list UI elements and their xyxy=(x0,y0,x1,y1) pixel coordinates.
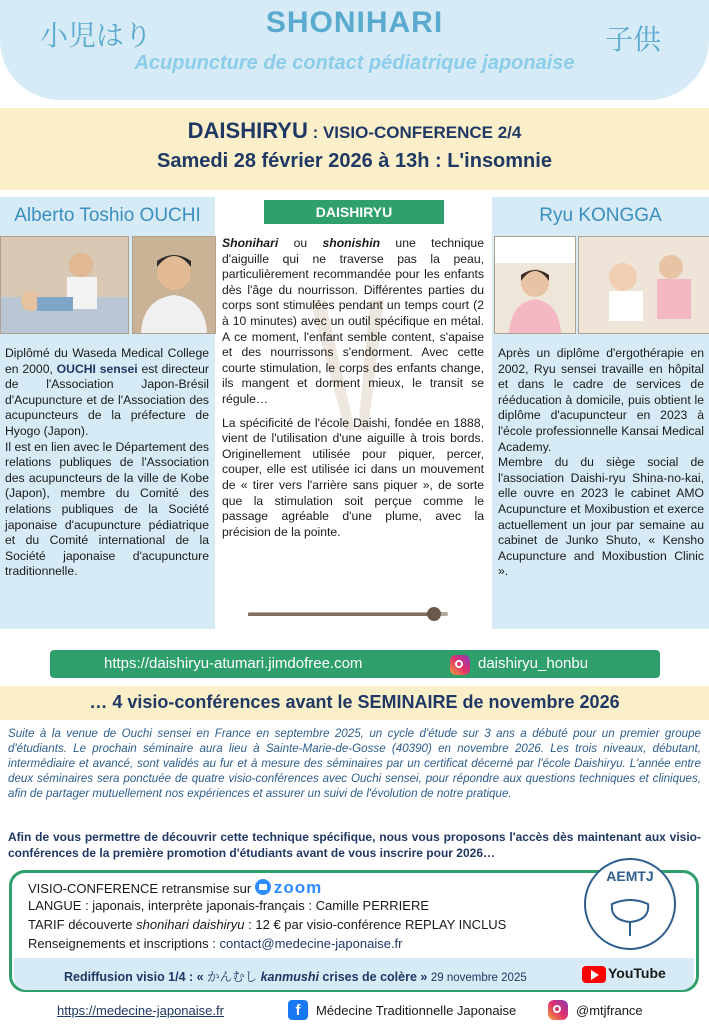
visio-line: VISIO-CONFERENCE retransmise sur zoom xyxy=(28,878,323,897)
left-bio: Diplômé du Waseda Medical College en 2000, OUCHI sensei est directeur de l'Association Japon-Brésil d'Acupuncture et de l'Association des acupuncteurs de la préfecture de Hyogo (Japon). Il est en lien avec le Département des relations publiques de l'Association des acupuncteurs de la ville de Kobe (Japon), membre du Comité des relations publiques de la Société japonaise d'acupuncture pédiatrique et du Comité international de la Société japonaise d'acupuncture traditionnelle. xyxy=(5,346,209,579)
contact-line: Renseignements et inscriptions : contact@medecine-japonaise.fr xyxy=(28,936,403,951)
zoom-logo: zoom xyxy=(273,878,323,897)
right-bio: Après un diplôme d'ergothérapie en 2002, Ryu sensei travaille en hôpital et dans le cadre de services de rééducation à domicile, puis obtient le diplôme d'acupuncteur en 2023 à l'école professionnelle Kansai Medical Academy. Membre du du siège social de l'association Daishi-ryu Shina-no-kai, elle ouvre en 2023 le cabinet AMO Acupuncture et Moxibustion et exerce actuellement un jour par semaine au cabinet de Junko Shuto, « Kensho Acupuncture and Moxibustion Clinic ». xyxy=(498,346,704,579)
instagram-handle-link[interactable]: daishiryu_honbu xyxy=(478,655,589,672)
page-subtitle: Acupuncture de contact pédiatrique japonaise xyxy=(134,52,575,74)
zoom-camera-icon xyxy=(255,879,271,895)
youtube-label[interactable]: YouTube xyxy=(608,965,666,981)
event-date: Samedi 28 février 2026 à 13h : L'insomnie xyxy=(157,150,552,172)
instagram-icon xyxy=(450,655,470,675)
header-kanji-left: 小児はり xyxy=(40,19,153,52)
series-intro: Suite à la venue de Ouchi sensei en France en septembre 2025, un cycle d'étude sur 3 ans a débuté pour un premier groupe d'étudiants. Le prochain séminaire aura lieu à Sainte-Marie-de-Gosse (40390) en novembre 2026. Les trois niveaux, débutant, intermédiaire et avancé, sont validés au fur et à mesure des séminaires par un certificat décerné par l'école Daishiryu. L'année entre deux séminaires sera ponctuée de quatre visio-conférences avec Ouchi sensei, pour répondre aux questions techniques et cliniques, afin de partager mutuellement nos expériences et assurer un suivi de l'évolution de notre pratique. xyxy=(8,727,701,800)
center-description xyxy=(222,236,484,548)
event-brand: DAISHIRYU xyxy=(187,118,308,143)
footer-facebook-link[interactable]: Médecine Traditionnelle Japonaise xyxy=(316,1003,517,1018)
right-photo-child xyxy=(578,236,709,334)
footer-instagram-icon xyxy=(548,1000,568,1020)
left-photo-treatment xyxy=(0,236,129,334)
right-photo-portrait xyxy=(494,236,576,334)
child-photo-illustration xyxy=(579,237,709,333)
center-label-pill: DAISHIRYU xyxy=(264,200,444,224)
left-photo-portrait xyxy=(132,236,216,334)
footer-instagram-link[interactable]: @mtjfrance xyxy=(576,1003,643,1018)
website-link[interactable]: https://daishiryu-atumari.jimdofree.com xyxy=(104,655,363,672)
needle-photo-icon xyxy=(248,603,448,625)
right-teacher-name: Ryu KONGGA xyxy=(539,205,662,226)
event-title xyxy=(0,118,709,144)
center-paragraph-2: La spécificité de l'école Daishi, fondée en 1888, vient de l'utilisation d'une aiguille à trois bords. Originellement utilisée pour piquer, percer, couper, elle est utilisée ici dans un mouvement de « tirer vers l'arrière sans piquer », de sorte que la stimulation soit perçue comme le passage agréable d'une plume, avec la précision de la pointe. xyxy=(222,415,484,539)
replay-line: Rediffusion visio 1/4 : « かんむし kanmushi crises de colère » 29 novembre 2025 xyxy=(64,969,527,984)
series-title: … 4 visio-conférences avant le SEMINAIRE de novembre 2026 xyxy=(89,692,620,712)
ginkgo-leaf-icon xyxy=(606,898,654,938)
header-kanji-right: 子供 xyxy=(604,23,661,56)
facebook-icon: f xyxy=(288,1000,308,1020)
portrait-photo-illustration xyxy=(495,237,575,333)
left-teacher-name: Alberto Toshio OUCHI xyxy=(14,205,201,226)
contact-email-link[interactable]: contact@medecine-japonaise.fr xyxy=(219,936,403,951)
event-type: : VISIO-CONFERENCE 2/4 xyxy=(307,123,522,142)
youtube-play-icon xyxy=(582,966,606,983)
aemtj-badge-text: AEMTJ xyxy=(606,868,654,884)
series-invitation: Afin de vous permettre de découvrir cette technique spécifique, nous vous proposons l'accès dès maintenant aux visio-conférences de la première promotion d'étudiants avant de vous inscrire pour 2026… xyxy=(8,830,701,860)
footer-website-link[interactable]: https://medecine-japonaise.fr xyxy=(57,1003,224,1018)
treatment-photo-illustration xyxy=(1,237,128,333)
price-line: TARIF découverte shonihari daishiryu : 12 € par visio-conférence REPLAY INCLUS xyxy=(28,917,507,932)
portrait-photo-illustration xyxy=(133,237,215,333)
center-paragraph-1: Shonihari ou shonishin une technique d'aiguille qui ne traverse pas la peau, particulièrement recommandée pour les enfants dès l'âge du nourrisson. Différentes parties du corps sont stimulées pendant un temps court (2 à 10 minutes) avec un outil spécifique en métal. A ce moment, l'enfant semble content, s'apaise et des nourrissons s'endorment. Avec cette courte stimulation, le corps des enfants change, ils mangent et dorment mieux, le transit se régule… xyxy=(222,236,484,406)
page-title: SHONIHARI xyxy=(265,6,444,39)
language-line: LANGUE : japonais, interprète japonais-français : Camille PERRIERE xyxy=(28,898,430,913)
